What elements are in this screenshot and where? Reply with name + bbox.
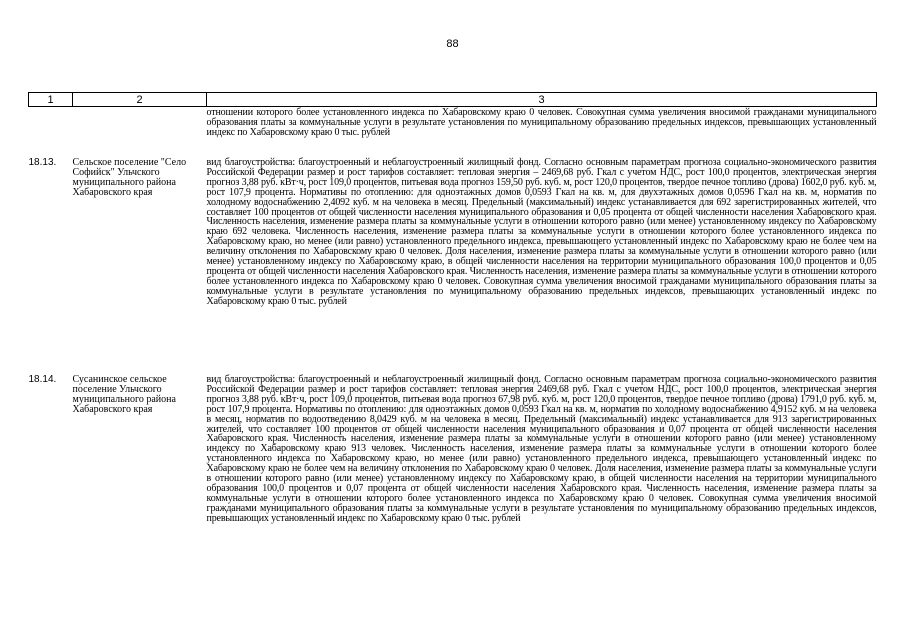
municipality-name: Сельское поселение "Село Софийск" Ульчского муниципального района Хабаровского края [72, 157, 187, 198]
continuation-text: отношении которого более установленного индекса по Хабаровскому краю 0 человек. Совокупная сумма увеличения вносимой гражданами муниципального образования платы за коммунальные услуги в результате установления по муниципальному образованию предельных индексов, превышающих установленный индекс по Хабаровскому краю 0 тыс. рублей [206, 107, 877, 138]
row-description: вид благоустройства: благоустроенный и неблагоустроенный жилищный фонд. Согласно основным параметрам прогноза социально-экономического развития Российской Федерации размер и рост тарифов составляет: тепловая энергия – 2469,68 руб. Гкал с учетом НДС, рост 100,0 процентов, электрическая энергия прогноз 3,88 руб. кВт·ч, рост 109,0 процентов, питьевая вода прогноз 159,50 руб. куб. м, рост 120,0 процентов, твердое печное топливо (дрова) 1602,0 руб. куб. м, рост 107,9 процента. Нормативы по отоплению: для одноэтажных домов 0,0593 Гкал на кв. м, для двухэтажных домов 0,0596 Гкал на кв. м, норматив по холодному водоснабжению 2,4092 куб. м на человека в месяц. Предельный (максимальный) индекс устанавливается для 692 зарегистрированных жителей, что составляет 100 процентов от общей численности населения муниципального образования и 0,05 процента от общей численности населения Хабаровского края. Численность населения, изменение размера платы за коммунальные услуги в отношении которого равно (или менее) установленному индексу по Хабаровскому краю 692 человека. Численность населения, изменение размера платы за коммунальные услуги в отношении которого более установленного индекса по Хабаровскому краю, но менее (или равно) установленного предельного индекса, превышающего установленный индекс по Хабаровскому краю не более чем на величину отклонения по Хабаровскому краю 0 человек. Доля населения, изменение размера платы за коммунальные услуги в отношении которого равно (или менее) установленному индексу по Хабаровскому краю, в общей численности населения на территории муниципального образования 100,0 процентов и 0,05 процента от общей численности населения Хабаровского края. Численность населения, изменение размера платы за коммунальные услуги в отношении которого более установленного индекса по Хабаровскому краю 0 человек. Совокупная сумма увеличения вносимой гражданами муниципального образования платы за коммунальные услуги в результате установления по муниципальному образованию предельных индексов, превышающих установленный индекс по Хабаровскому краю 0 тыс. рублей [206, 157, 877, 307]
row-number: 18.13. [28, 157, 57, 168]
continuation-name-cell [73, 107, 207, 159]
row-number: 18.14. [28, 374, 57, 385]
tariff-table [28, 92, 877, 524]
page-number: 88 [446, 38, 459, 50]
table-row [29, 158, 877, 375]
continuation-row [29, 107, 877, 159]
municipality-name: Сусанинское сельское поселение Ульчского муниципального района Хабаровского края [72, 374, 176, 415]
column-header-1: 1 [29, 93, 73, 107]
table-header-row [29, 93, 877, 107]
table-row [29, 375, 877, 524]
continuation-num-cell [29, 107, 73, 159]
column-header-2: 2 [73, 93, 207, 107]
column-header-3: 3 [207, 93, 877, 107]
row-description: вид благоустройства: благоустроенный и неблагоустроенный жилищный фонд. Согласно основным параметрам прогноза социально-экономического развития Российской Федерации размер и рост тарифов составляет: тепловая энергия 2469,68 руб. Гкал с учетом НДС, рост 100,0 процентов, электрическая энергия прогноз 3,88 руб. кВт·ч, рост 109,0 процентов, питьевая вода прогноз 67,98 руб. куб. м, рост 120,0 процентов, твердое печное топливо (дрова) 1791,0 руб. куб. м, рост 107,9 процента. Нормативы по отоплению: для одноэтажных домов 0,0593 Гкал на кв. м, норматив по холодному водоснабжению 4,9152 куб. м на человека в месяц, норматив по водоотведению 8,0429 куб. м на человека в месяц. Предельный (максимальный) индекс устанавливается для 913 зарегистрированных жителей, что составляет 100 процентов от общей численности населения муниципального образования и 0,07 процента от общей численности населения Хабаровского края. Численность населения, изменение размера платы за коммунальные услуги в отношении которого равно (или менее) установленному индексу по Хабаровскому краю 913 человек. Численность населения, изменение размера платы за коммунальные услуги в отношении которого более установленного индекса по Хабаровскому краю, но менее (или равно) установленного предельного индекса, превышающего установленный индекс по Хабаровскому краю не более чем на величину отклонения по Хабаровскому краю 0 человек. Доля населения, изменение размера платы за коммунальные услуги в отношении которого равно (или менее) установленному индексу по Хабаровскому краю, в общей численности населения на территории муниципального образования 100,0 процентов и 0,07 процента от общей численности населения Хабаровского края. Численность населения, изменение размера платы за коммунальные услуги в отношении которого более установленного индекса по Хабаровскому краю 0 человек. Совокупная сумма увеличения вносимой гражданами муниципального образования платы за коммунальные услуги в результате установления по муниципальному образованию предельных индексов, превышающих установленный индекс по Хабаровскому краю 0 тыс. рублей [206, 374, 877, 524]
